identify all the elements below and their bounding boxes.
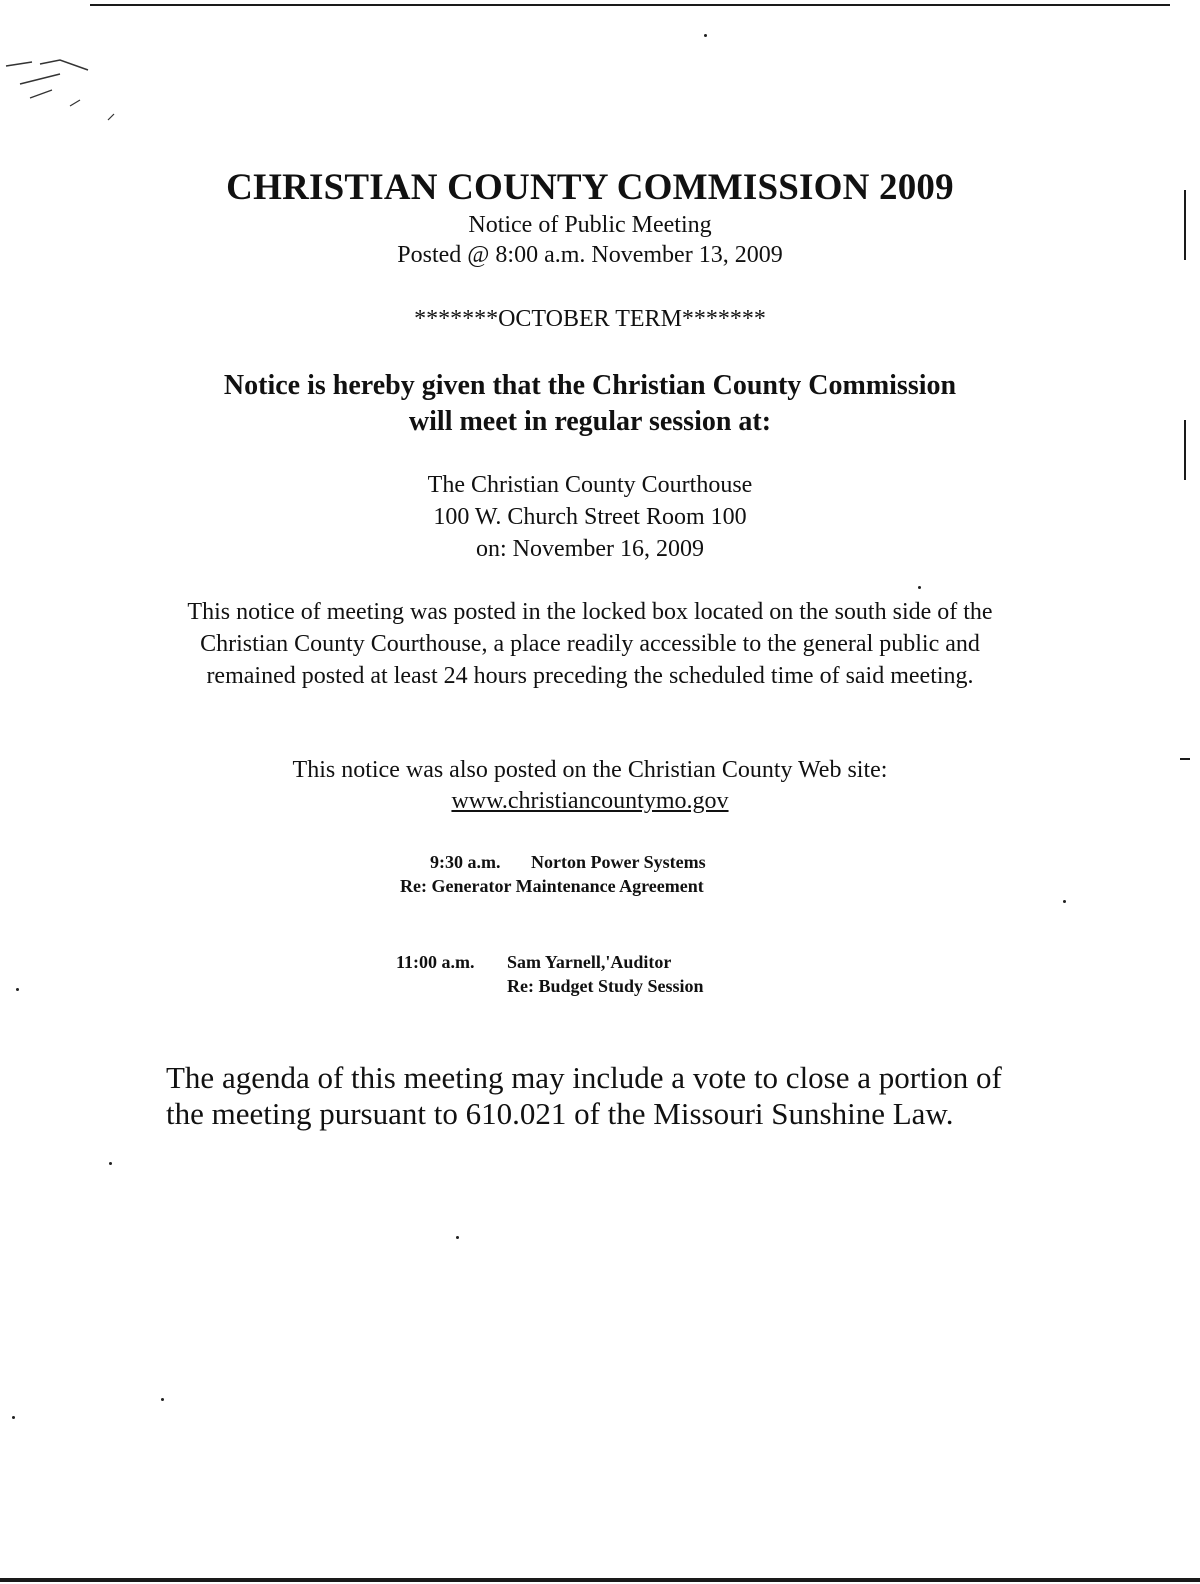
agenda-item-time: 11:00 a.m. <box>396 952 475 972</box>
scan-right-edge-mark <box>1184 190 1186 260</box>
scan-speck <box>1063 900 1066 903</box>
scan-speck <box>704 34 707 37</box>
page-title: CHRISTIAN COUNTY COMMISSION 2009 <box>226 167 954 208</box>
scan-speck <box>456 1236 459 1239</box>
agenda-item-subject: Re: Budget Study Session <box>507 976 704 996</box>
scan-right-edge-mark <box>1184 420 1186 480</box>
scan-right-edge-mark <box>1180 758 1190 760</box>
scan-bottom-edge <box>0 1578 1200 1582</box>
scan-speck <box>16 988 19 991</box>
website-link[interactable]: www.christiancountymo.gov <box>451 788 729 814</box>
closing-statement <box>166 1060 1002 1132</box>
posting-paragraph-container <box>0 596 1180 692</box>
location-address: 100 W. Church Street Room 100 <box>433 504 747 530</box>
scan-speck <box>12 1416 15 1419</box>
scan-speck <box>918 586 921 589</box>
term-heading: *******OCTOBER TERM******* <box>414 306 766 332</box>
location-building: The Christian County Courthouse <box>427 472 753 498</box>
agenda-item-party: Norton Power Systems <box>531 852 706 872</box>
closing-line1: The agenda of this meeting may include a vote to close a portion of <box>166 1060 1002 1095</box>
agenda-item-time: 9:30 a.m. <box>430 852 501 872</box>
posting-paragraph: This notice of meeting was posted in the locked box located on the south side of the Christian County Courthouse, a place readily accessible to the general public and remained posted at least 24 hours preceding the scheduled time of said meeting. <box>187 599 993 689</box>
scan-speck <box>161 1398 164 1401</box>
notice-subtitle: Notice of Public Meeting <box>468 212 712 238</box>
scan-top-edge <box>90 4 1170 6</box>
agenda-item-subject: Re: Generator Maintenance Agreement <box>400 876 704 896</box>
posted-timestamp: Posted @ 8:00 a.m. November 13, 2009 <box>397 242 783 268</box>
web-notice: This notice was also posted on the Christian County Web site: <box>292 757 888 783</box>
notice-statement-line2: will meet in regular session at: <box>408 406 772 437</box>
notice-statement-line1: Notice is hereby given that the Christian County Commission <box>223 370 957 401</box>
scan-speck <box>109 1162 112 1165</box>
agenda-item-party: Sam Yarnell,'Auditor <box>507 952 672 972</box>
closing-line2: the meeting pursuant to 610.021 of the Missouri Sunshine Law. <box>166 1096 954 1131</box>
meeting-date: on: November 16, 2009 <box>476 536 704 562</box>
